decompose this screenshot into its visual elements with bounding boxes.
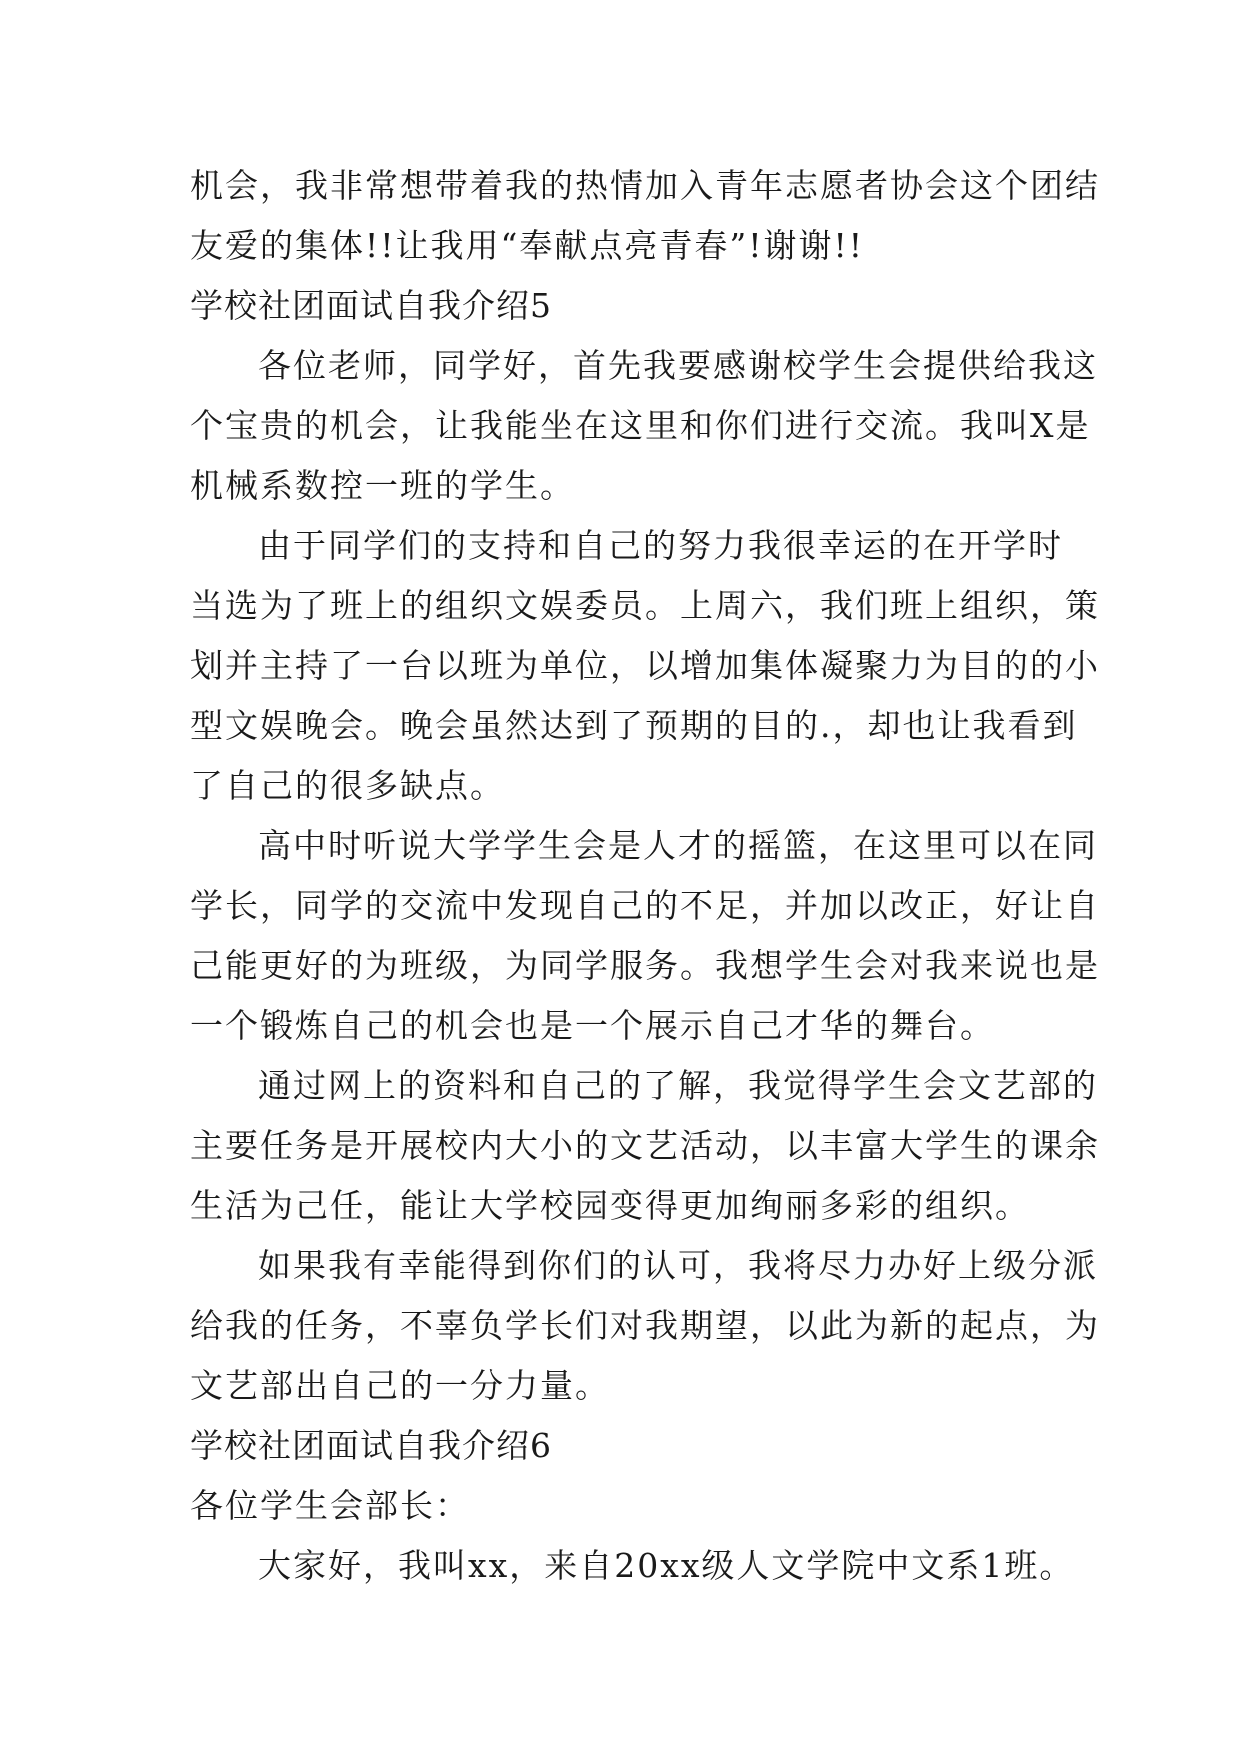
paragraph-line: 文艺部出自己的一分力量。 (190, 1366, 610, 1405)
paragraph-line: 学长，同学的交流中发现自己的不足，并加以改正，好让自 (190, 886, 1100, 925)
paragraph-line: 生活为己任，能让大学校园变得更加绚丽多彩的组织。 (190, 1186, 1030, 1225)
paragraph-line: 机会，我非常想带着我的热情加入青年志愿者协会这个团结 (190, 166, 1100, 205)
paragraph-line: 型文娱晚会。晚会虽然达到了预期的目的.，却也让我看到 (190, 706, 1078, 745)
paragraph-line: 如果我有幸能得到你们的认可，我将尽力办好上级分派 (258, 1246, 1098, 1285)
paragraph-line: 由于同学们的支持和自己的努力我很幸运的在开学时 (258, 526, 1063, 565)
paragraph-line: 通过网上的资料和自己的了解，我觉得学生会文艺部的 (258, 1066, 1098, 1105)
paragraph-line: 友爱的集体!!让我用“奉献点亮青春”!谢谢!! (190, 226, 865, 265)
paragraph-line: 己能更好的为班级，为同学服务。我想学生会对我来说也是 (190, 946, 1100, 985)
section-heading: 学校社团面试自我介绍5 (190, 286, 552, 325)
paragraph-line: 机械系数控一班的学生。 (190, 466, 575, 505)
salutation-line: 各位学生会部长： (190, 1486, 470, 1525)
paragraph-line: 一个锻炼自己的机会也是一个展示自己才华的舞台。 (190, 1006, 995, 1045)
paragraph-line: 了自己的很多缺点。 (190, 766, 505, 805)
paragraph-line: 个宝贵的机会，让我能坐在这里和你们进行交流。我叫X是 (190, 406, 1091, 445)
paragraph-line: 高中时听说大学学生会是人才的摇篮，在这里可以在同 (258, 826, 1098, 865)
paragraph-line: 当选为了班上的组织文娱委员。上周六，我们班上组织，策 (190, 586, 1100, 625)
paragraph-line: 主要任务是开展校内大小的文艺活动，以丰富大学生的课余 (190, 1126, 1100, 1165)
paragraph-line: 大家好，我叫xx，来自20xx级人文学院中文系1班。 (258, 1546, 1075, 1585)
paragraph-line: 各位老师，同学好，首先我要感谢校学生会提供给我这 (258, 346, 1098, 385)
paragraph-line: 划并主持了一台以班为单位，以增加集体凝聚力为目的的小 (190, 646, 1100, 685)
section-heading: 学校社团面试自我介绍6 (190, 1426, 552, 1465)
paragraph-line: 给我的任务，不辜负学长们对我期望，以此为新的起点，为 (190, 1306, 1100, 1345)
